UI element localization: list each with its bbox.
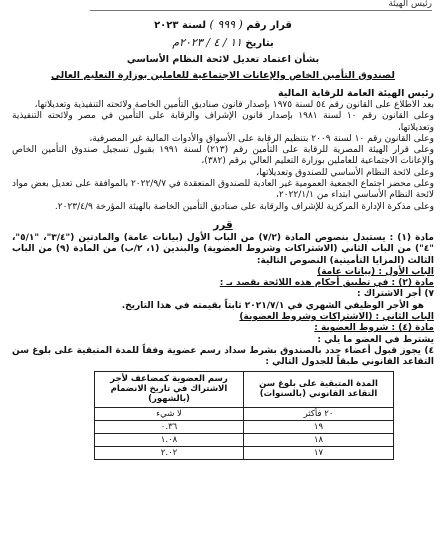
decree-date-label: بتاريخ	[245, 38, 274, 49]
authority-head: رئيس الهيئة العامة للرقابة المالية	[277, 88, 434, 99]
table-row	[95, 433, 394, 446]
decree-number-value: ( ٩٩٩ )	[209, 18, 243, 31]
subject-line-1: بشأن اعتماد تعديل لائحة النظام الأساسي	[126, 54, 320, 65]
subject-line-2: لصندوق التأمين الخاص والإعانات الاجتماعية للعاملين بوزارة التعليم العالي	[51, 70, 395, 81]
preamble-3: وعلى القانون رقم ١٠ لسنة ٢٠٠٩ بتنظيم الرقابة على الأسواق والأدوات المالية غير المصرفية،	[89, 133, 434, 144]
decide-title: قرر	[213, 218, 233, 231]
part-1-title: الباب الأول : (بيانات عامة)	[317, 266, 434, 277]
decree-year: لسنة ٢٠٢٣	[154, 20, 207, 31]
decree-number-line	[12, 18, 434, 32]
decree-date-value: ١١ / ٤ / ٢٠٢٣م	[172, 36, 242, 49]
table-cell: ٢٠ فأكثر	[244, 407, 394, 420]
article-2-title: مادة (٢) : في تطبيق أحكام هذه اللائحة يقصد بـ :	[219, 278, 434, 289]
condition-intro: يشترط في العضو ما يلي :	[317, 334, 434, 345]
table-cell: ١٩	[244, 420, 394, 433]
table-cell: ١٧	[244, 446, 394, 459]
table-row	[95, 446, 394, 459]
condition-4: ٤) يجوز قبول أعضاء جدد بالصندوق بشرط سداد رسم عضوية وفقاً للمدة المتبقية على بلوغ سن التقاعد القانوني طبقاً للجدول التالي :	[12, 345, 434, 368]
membership-fee-table	[94, 371, 394, 460]
table-cell: ٢.٠٢	[95, 446, 244, 459]
part-2-title: الباب الثاني : (الاشتراكات وشروط العضوية)	[239, 312, 434, 323]
article-1-intro: مادة (١) : يستبدل بنصوص المادة (٧/٢) من الباب الأول (بيانات عامة) والمادتين ("٣/٤"، "٥/١"، "٤") من الباب الثاني (الاشتراكات وشروط العضوية) والبندين (١، ٢/ب) من المادة (٩) من الباب الثالث (المزايا التأمينية) النصوص التالية:	[12, 232, 434, 266]
table-cell: ١.٠٨	[95, 433, 244, 446]
table-header-row	[95, 371, 394, 407]
table-row	[95, 420, 394, 433]
table-header-cell: المدة المتبقية على بلوغ سن التقاعد القانوني (بالسنوات)	[244, 371, 394, 407]
decree-number-label: قرار رقم	[246, 20, 292, 31]
table-row	[95, 407, 394, 420]
preamble-7: وعلى مذكرة الإدارة المركزية للإشراف والرقابة على صناديق التأمين الخاصة بالهيئة المؤرخة ٢٠٢٣/٤/٩.	[54, 201, 434, 212]
table-cell: ١٨	[244, 433, 394, 446]
preamble-2: وعلى القانون رقم ١٠ لسنة ١٩٨١ بإصدار قانون الإشراف والرقابة على التأمين في مصر ولائحته التنفيذية وتعديلاتها،	[12, 111, 434, 133]
table-header-cell: رسم العضوية كمضاعف لأجر الاشتراك في تاريخ الانضمام (بالشهور)	[95, 371, 244, 407]
preamble-4: وعلى قرار الهيئة المصرية للرقابة على التأمين رقم (٢١٣) لسنة ١٩٩١ بقبول تسجيل صندوق التأمين الخاص والإعانات الاجتماعية للعاملين بوزارة التعليم العالي برقم (٣٨٢)،	[12, 145, 435, 167]
table-cell: لا شيء	[95, 407, 244, 420]
item-7-title: ٧) أجر الاشتراك :	[356, 289, 434, 300]
preamble-5: وعلى لائحة النظام الأساسي للصندوق وتعديلاتها،	[256, 167, 434, 178]
preamble-1: بعد الاطلاع على القانون رقم ٥٤ لسنة ١٩٧٥ بإصدار قانون صناديق التأمين الخاصة ولائحته التنفيذية وتعديلاتها،	[34, 100, 434, 110]
decree-document	[12, 14, 434, 460]
item-7-text: هو الأجر الوظيفي الشهري في ٢٠٢١/٧/١ ثابتاً بقيمته في هذا التاريخ.	[121, 300, 424, 311]
table-cell: ٠.٣٦	[95, 420, 244, 433]
article-4-title: مادة (٤) : شروط العضوية :	[314, 323, 434, 334]
decree-date-line	[12, 36, 434, 50]
header-line: رئيس الهيئة	[90, 0, 432, 11]
preamble-6: وعلى محضر اجتماع الجمعية العمومية غير العادية للصندوق المنعقدة في ٢٠٢٢/٩/٧ بالموافقة على تعديل بعض مواد لائحة النظام الأساسي ابتداء من ٢٠٢٢/١/١،	[12, 179, 435, 201]
